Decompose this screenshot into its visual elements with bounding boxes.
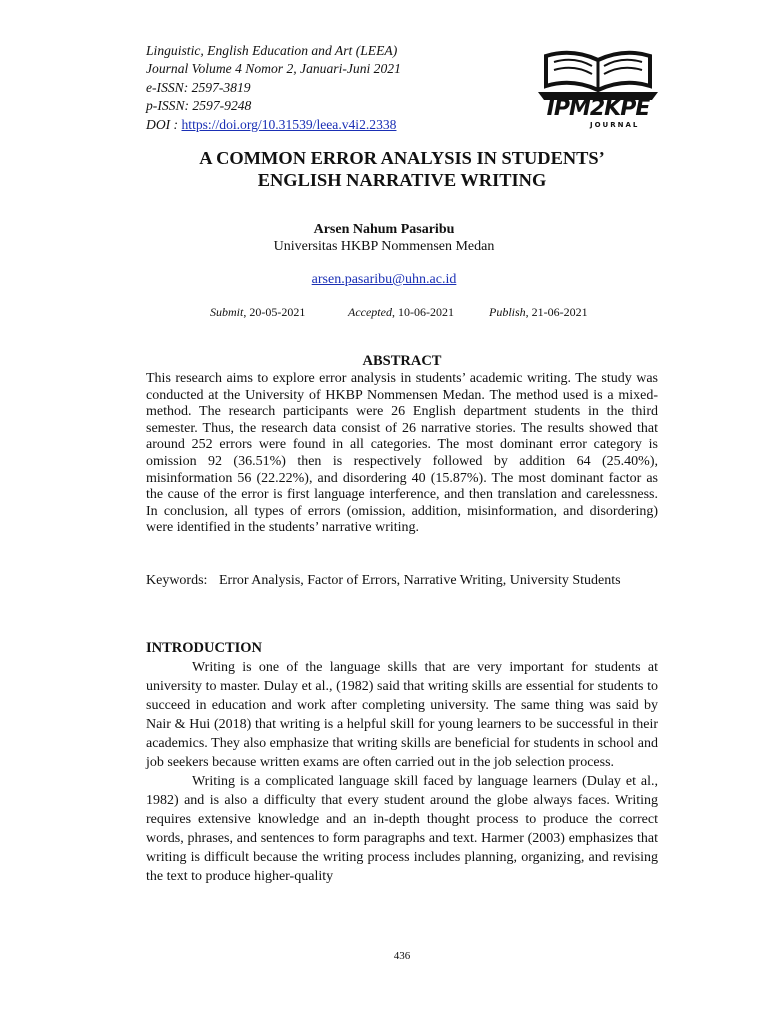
publish-date [489, 305, 588, 320]
keywords-label: Keywords: [146, 573, 208, 588]
submit-label: Submit [210, 305, 244, 319]
page-number: 436 [393, 950, 411, 962]
accepted-value: , 10-06-2021 [391, 305, 454, 319]
publish-label: Publish [489, 305, 526, 319]
submit-date [210, 305, 305, 320]
keywords-text: Error Analysis, Factor of Errors, Narrative Writing, University Students [219, 573, 621, 588]
author-name: Arsen Nahum Pasaribu [313, 222, 455, 237]
p-issn: p-ISSN: 2597-9248 [146, 98, 252, 114]
title-line-1: A COMMON ERROR ANALYSIS IN STUDENTS’ [199, 148, 605, 168]
abstract-text: This research aims to explore error analysis in students’ academic writing. The study was conducted at the University of HKBP Nommensen Medan. The method used is a mixed-method. The research participants were 26 English department students in the third semester. Thus, the research data consist of 26 narrative stories. The results showed that around 252 errors were found in all categories. The most dominant error category is omission 92 (36.51%) then is respectively followed by addition 64 (25.40%), misinformation 56 (22.22%), and disordering 40 (15.87%). The most dominant factor as the cause of the error is first language interference, and then translation and carelessness. In conclusion, all types of errors (omission, addition, misinformation, and disordering) were identified in the students’ narrative writing. [146, 371, 658, 536]
logo-text: IPM2KPE [546, 96, 650, 121]
paper-title [120, 147, 684, 191]
journal-name: Linguistic, English Education and Art (LEEA) [146, 43, 398, 58]
introduction-heading: INTRODUCTION [146, 640, 263, 656]
open-book-icon [532, 46, 664, 102]
e-issn: e-ISSN: 2597-3819 [146, 79, 251, 95]
journal-logo [532, 46, 664, 132]
author-email-line [0, 272, 768, 288]
journal-volume: Journal Volume 4 Nomor 2, Januari-Juni 2021 [146, 61, 401, 77]
submit-value: , 20-05-2021 [243, 305, 306, 319]
accepted-date [348, 305, 454, 320]
author-email-link[interactable]: arsen.pasaribu@uhn.ac.id [311, 272, 457, 287]
abstract-heading: ABSTRACT [362, 353, 442, 369]
journal-header [146, 42, 401, 134]
intro-paragraph-2: Writing is a complicated language skill faced by language learners (Dulay et al., 1982) and is also a difficulty that every student around the globe always faces. Writing requires extensive knowledge and an in-depth thought process to produce the correct words, phrases, and sentences to form paragraphs and text. Harmer (2003) emphasizes that writing is difficult because the writing process includes planning, organizing, and revising the text to produce higher-quality [146, 774, 658, 884]
doi-link[interactable]: https://doi.org/10.31539/leea.v4i2.2338 [181, 116, 397, 132]
accepted-label: Accepted [348, 305, 392, 319]
introduction-body [146, 658, 658, 886]
logo-subtext: JOURNAL [590, 121, 640, 129]
title-line-2: ENGLISH NARRATIVE WRITING [257, 170, 547, 190]
publish-value: , 21-06-2021 [525, 305, 588, 319]
doi-line [146, 116, 401, 134]
author-affiliation: Universitas HKBP Nommensen Medan [273, 239, 495, 254]
intro-paragraph-1: Writing is one of the language skills that are very important for students at university to master. Dulay et al., (1982) said that writing skills are essential for students to succeed in education and work after completing university. The same thing was said by Nair & Hui (2018) that writing is a helpful skill for young learners to be successful in their academics. They also emphasize that writing skills are beneficial for students in school and job seekers because written exams are often carried out in the job selection process. [146, 660, 658, 770]
doi-label: DOI : [146, 116, 179, 132]
